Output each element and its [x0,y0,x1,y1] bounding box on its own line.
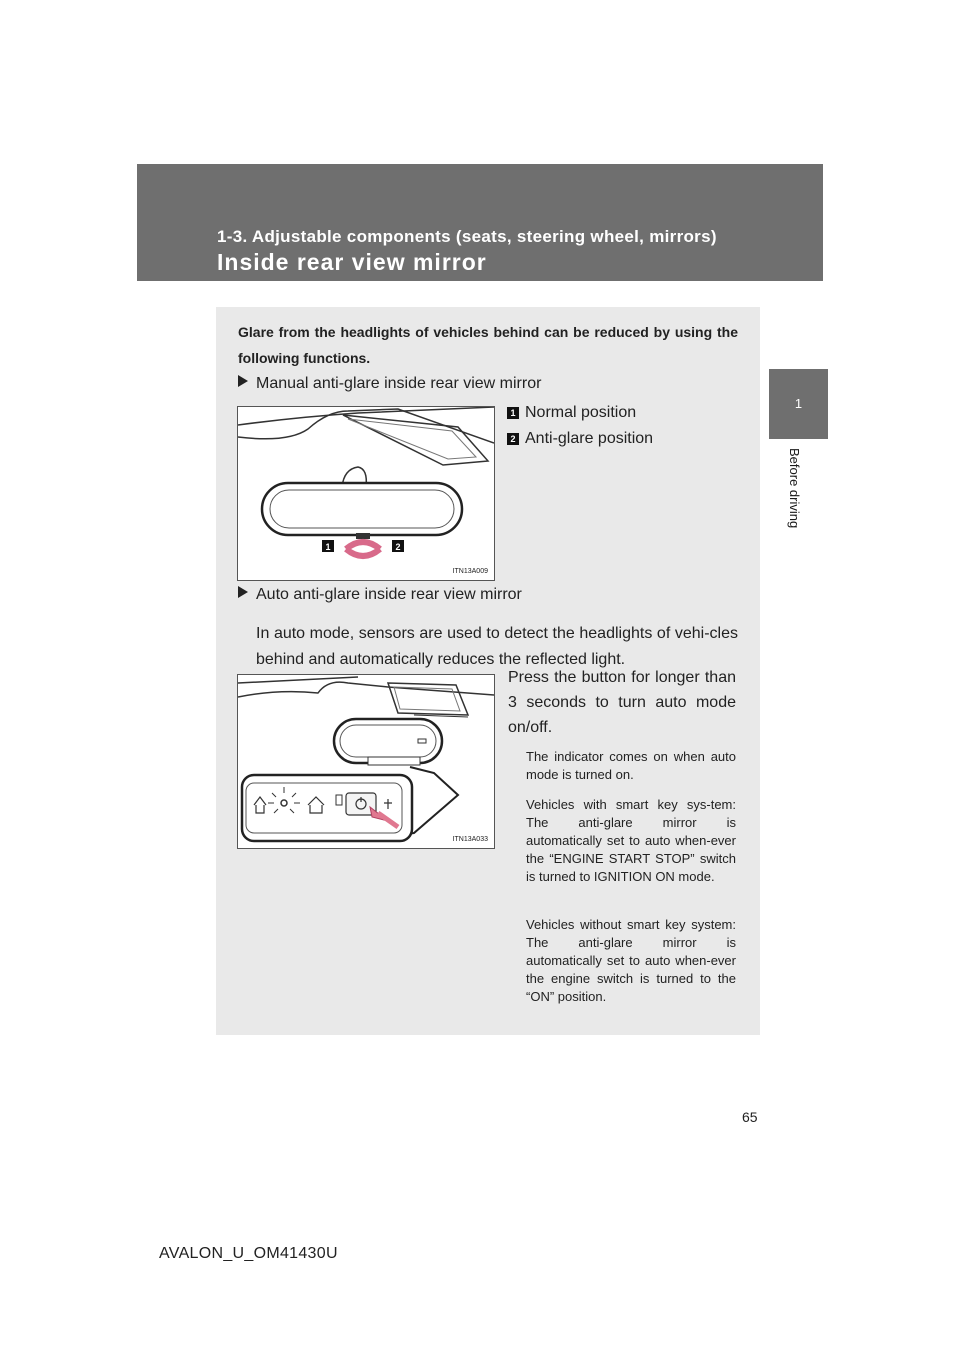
auto-mirror-figure [237,674,495,849]
number-badge-icon: 1 [507,407,519,419]
auto-mirror-illustration [238,675,494,848]
note-indicator: The indicator comes on when auto mode is turned on. [526,749,736,782]
triangle-bullet-icon [238,375,248,387]
auto-heading [238,586,522,604]
page-number: 65 [742,1109,758,1125]
manual-heading-text: Manual anti-glare inside rear view mirror [256,375,542,392]
callout-2: 2 [395,542,401,552]
note-no-smart-key: Vehicles without smart key system: The anti-glare mirror is automatically set to auto when-ever the engine switch is turned to the “ON” position. [526,917,736,1004]
figure-code: ITN13A009 [452,568,488,575]
manual-heading [238,375,541,393]
chapter-label-text: Before driving [787,448,802,529]
position-item-normal [507,404,636,422]
chapter-label [788,448,808,558]
intro-text: Glare from the headlights of vehicles behind can be reduced by using the following functions. [238,324,738,366]
position-label: Anti-glare position [525,430,654,447]
page-title: Inside rear view mirror [217,249,487,275]
position-item-anti-glare [507,430,653,448]
chapter-header [137,164,823,281]
figure-code: ITN13A033 [452,836,488,843]
callout-1: 1 [325,542,331,552]
document-code: AVALON_U_OM41430U [159,1245,338,1262]
triangle-bullet-icon [238,586,248,598]
manual-mirror-figure [237,406,495,581]
note-smart-key: Vehicles with smart key sys-tem: The anti-glare mirror is automatically set to auto when-ever the “ENGINE START STOP” switch is turned to IGNITION ON mode. [526,797,736,884]
manual-mirror-illustration [238,407,494,580]
section-title: 1-3. Adjustable components (seats, steering wheel, mirrors) [217,227,717,246]
number-badge-icon: 2 [507,433,519,445]
position-label: Normal position [525,404,637,421]
auto-heading-text: Auto anti-glare inside rear view mirror [256,586,522,603]
chapter-tab[interactable]: 1 [769,369,828,439]
auto-description: In auto mode, sensors are used to detect the headlights of vehi-cles behind and automatically reduces the reflected light. [256,625,738,668]
auto-instruction: Press the button for longer than 3 seconds to turn auto mode on/off. [508,669,736,736]
